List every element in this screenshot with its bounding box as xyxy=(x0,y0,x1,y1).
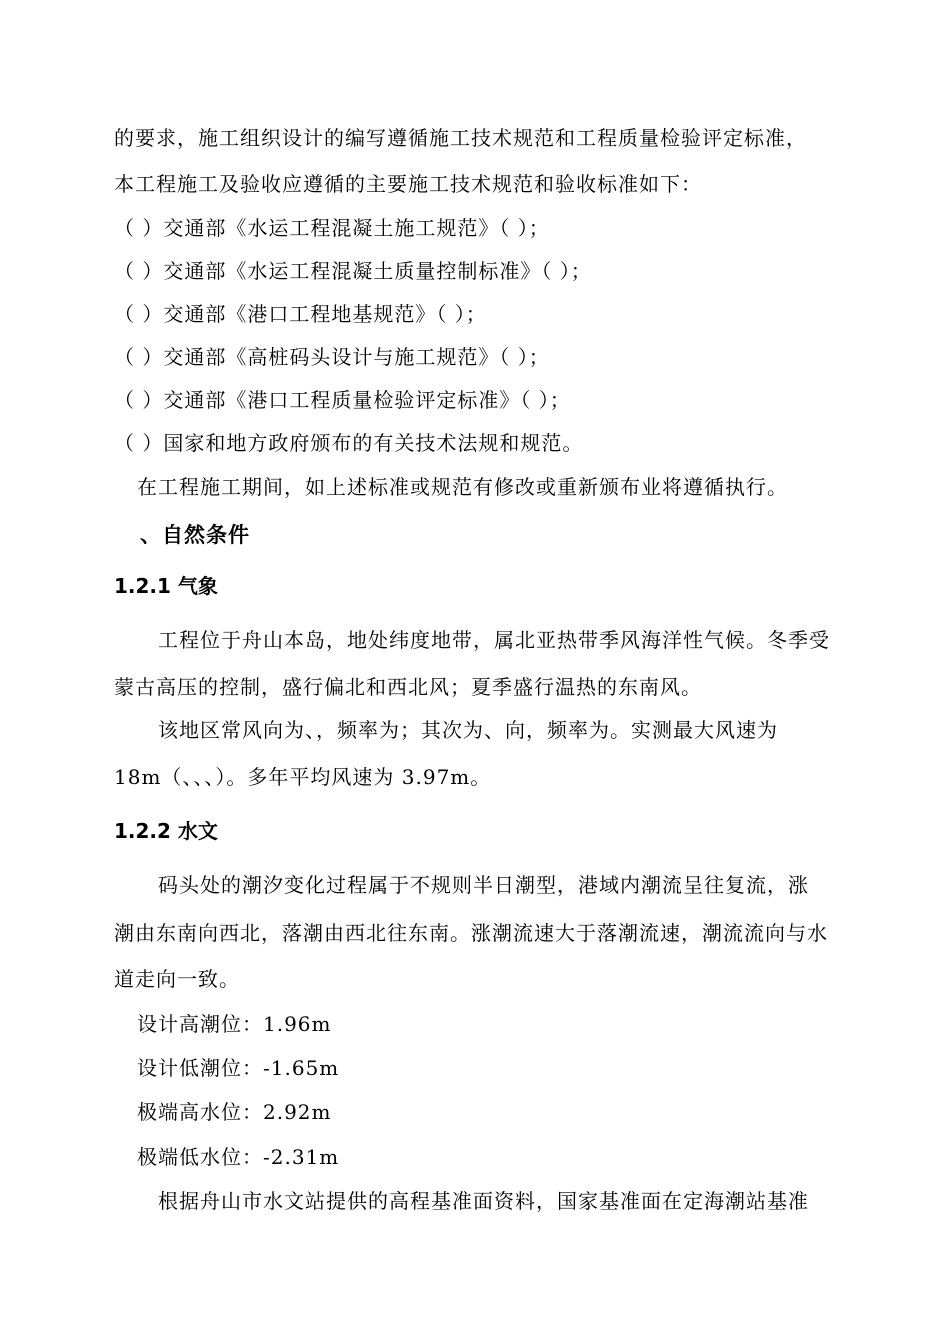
list-item: 极端高水位：2.92m xyxy=(137,1100,332,1124)
list-item: 设计高潮位：1.96m xyxy=(137,1012,332,1036)
list-item: （ ）交通部《高桩码头设计与施工规范》（ ）； xyxy=(114,345,550,369)
list-item: （ ）交通部《港口工程地基规范》（ ）； xyxy=(114,302,487,326)
list-item: 极端低水位：-2.31m xyxy=(137,1145,340,1169)
hydrology-paragraph-1-line-2: 潮由东南向西北，落潮由西北往东南。涨潮流速大于落潮流速，潮流流向与水 xyxy=(114,921,828,945)
list-item: （ ）交通部《水运工程混凝土质量控制标准》（ ）； xyxy=(114,259,592,283)
list-item: （ ）交通部《港口工程质量检验评定标准》（ ）； xyxy=(114,388,571,412)
standards-note: 在工程施工期间，如上述标准或规范有修改或重新颁布业将遵循执行。 xyxy=(137,475,788,499)
hydrology-paragraph-1-line-1: 码头处的潮汐变化过程属于不规则半日潮型，港域内潮流呈往复流，涨 xyxy=(158,873,809,897)
subsection-heading-hydrology: 1.2.2 水文 xyxy=(114,819,218,843)
intro-line-1: 的要求，施工组织设计的编写遵循施工技术规范和工程质量检验评定标准， xyxy=(114,126,807,150)
meteorology-paragraph-2-line-1: 该地区常风向为、，频率为；其次为、向，频率为。实测最大风速为 xyxy=(158,718,778,742)
list-item: （ ）国家和地方政府颁布的有关技术法规和规范。 xyxy=(114,431,584,455)
section-heading: 、自然条件 xyxy=(140,523,250,547)
meteorology-paragraph-1-line-2: 蒙古高压的控制，盛行偏北和西北风；夏季盛行温热的东南风。 xyxy=(114,675,702,699)
list-item: 设计低潮位：-1.65m xyxy=(137,1056,340,1080)
subsection-heading-meteorology: 1.2.1 气象 xyxy=(114,574,218,598)
intro-line-2: 本工程施工及验收应遵循的主要施工技术规范和验收标准如下： xyxy=(114,172,702,196)
meteorology-paragraph-1-line-1: 工程位于舟山本岛，地处纬度地带，属北亚热带季风海洋性气候。冬季受 xyxy=(158,628,830,652)
hydrology-paragraph-1-line-3: 道走向一致。 xyxy=(114,967,240,991)
hydrology-paragraph-2-line-1: 根据舟山市水文站提供的高程基准面资料，国家基准面在定海潮站基准 xyxy=(158,1189,809,1213)
list-item: （ ）交通部《水运工程混凝土施工规范》（ ）； xyxy=(114,216,550,240)
meteorology-paragraph-2-line-2: 18m（、、、）。多年平均风速为 3.97m。 xyxy=(114,765,492,789)
